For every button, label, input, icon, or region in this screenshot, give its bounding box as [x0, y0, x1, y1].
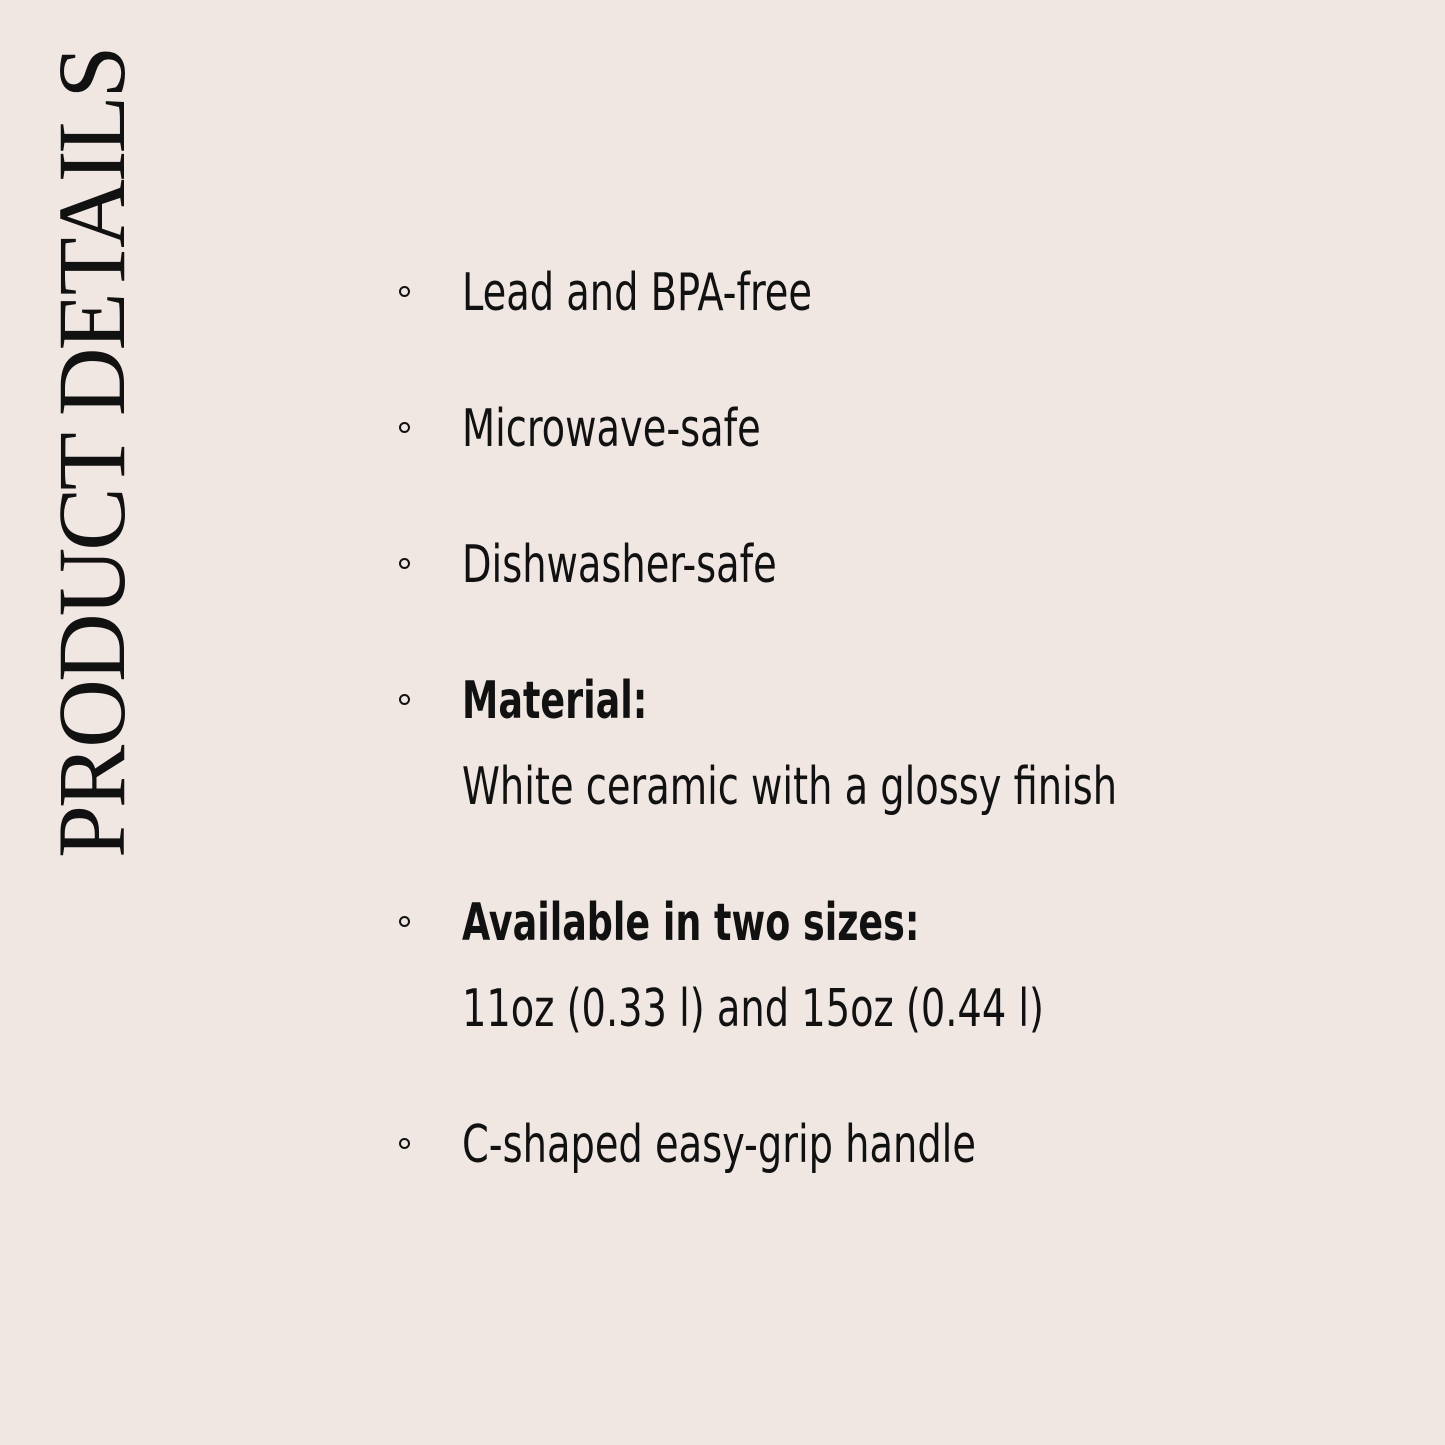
bullet-icon — [399, 694, 410, 705]
bullet-icon — [399, 558, 410, 569]
bullet-icon — [399, 286, 410, 297]
list-item-microwave-safe — [393, 386, 1393, 472]
item-detail — [462, 966, 1393, 1052]
bullet-icon — [399, 916, 410, 927]
item-text: Lead and BPA-free — [462, 263, 813, 323]
item-text: C-shaped easy-grip handle — [462, 1115, 976, 1175]
item-heading — [462, 658, 1393, 744]
item-detail — [462, 744, 1393, 830]
item-heading-text: Available in two sizes: — [462, 893, 920, 953]
item-detail-text: 11oz (0.33 l) and 15oz (0.44 l) — [462, 979, 1045, 1039]
item-text: Microwave-safe — [462, 399, 761, 459]
bullet-icon — [399, 1138, 410, 1149]
list-item-lead-bpa-free — [393, 250, 1393, 336]
list-item-dishwasher-safe — [393, 522, 1393, 608]
item-text: Dishwasher-safe — [462, 535, 777, 595]
item-heading — [462, 880, 1393, 966]
item-detail-text: White ceramic with a glossy finish — [462, 757, 1118, 817]
item-heading-text: Material: — [462, 671, 648, 731]
list-item-sizes — [393, 880, 1393, 1052]
list-item-material — [393, 658, 1393, 830]
bullet-icon — [399, 422, 410, 433]
page-title: PRODUCT DETAILS — [38, 48, 145, 859]
product-details-list — [393, 250, 1393, 1188]
list-item-handle — [393, 1102, 1393, 1188]
